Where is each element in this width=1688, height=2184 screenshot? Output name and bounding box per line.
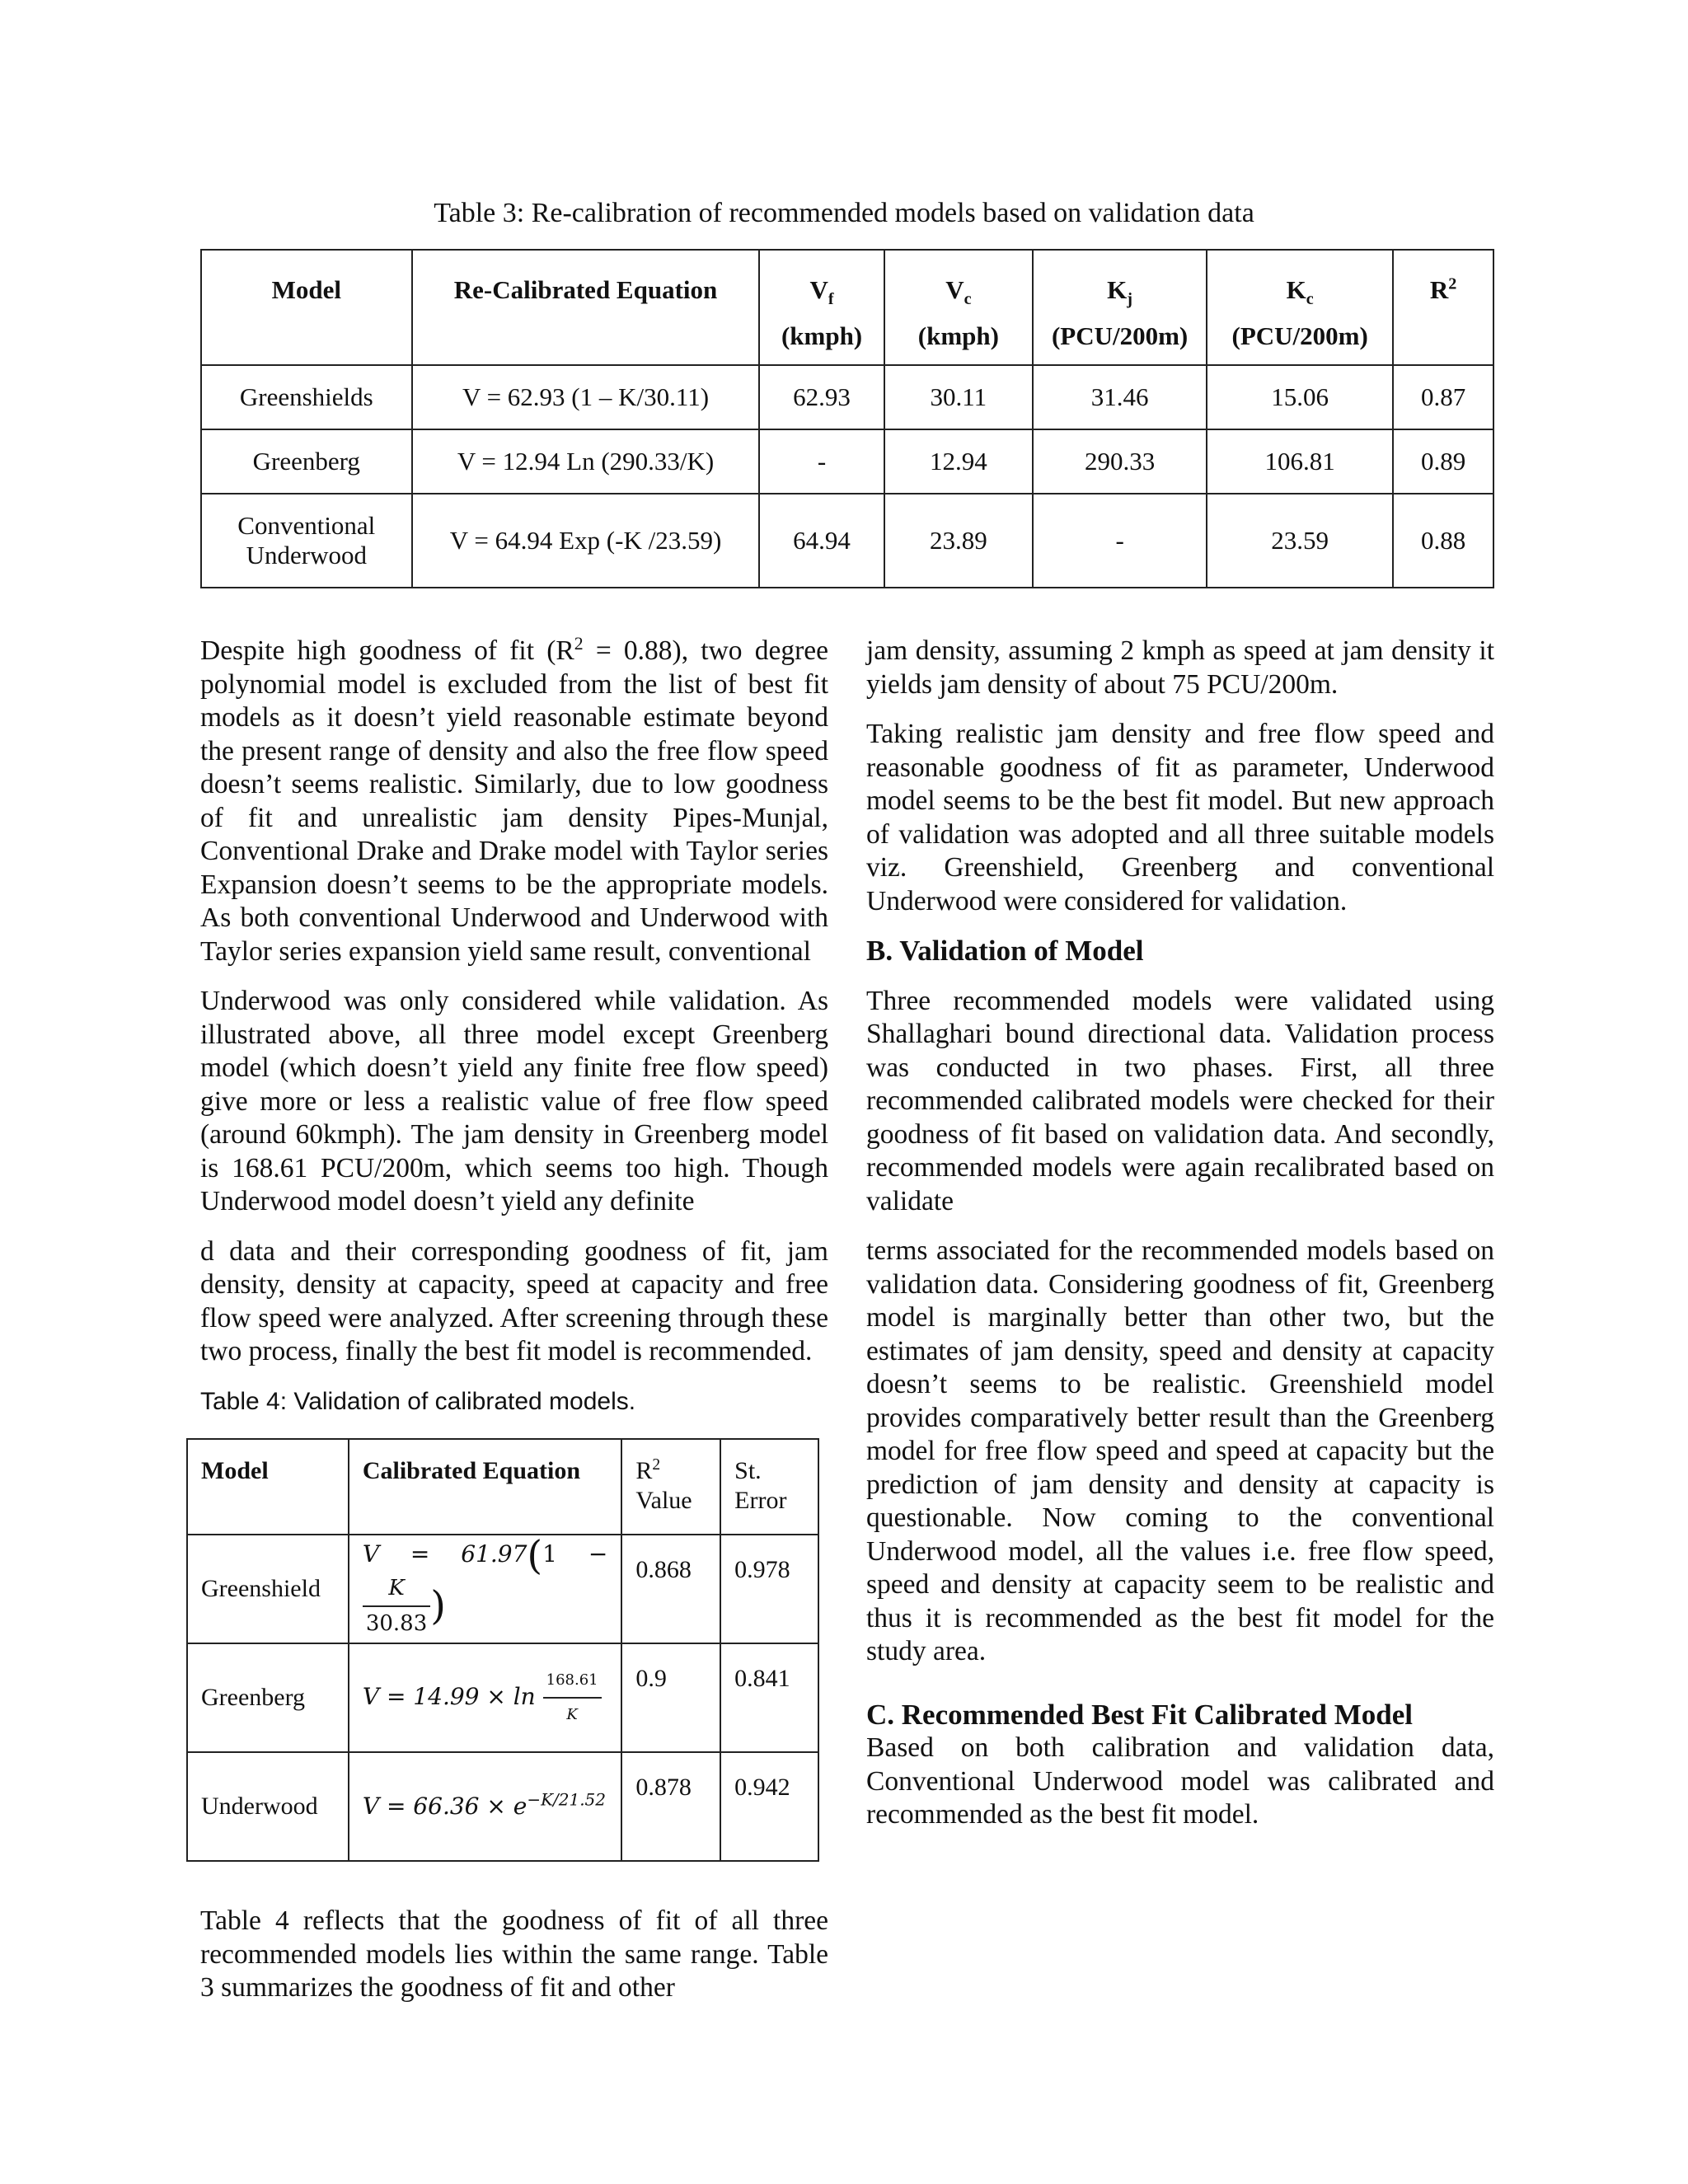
table3-cell-vc: 23.89 (884, 494, 1034, 588)
right-paragraph-4: terms associated for the recommended models based on validation data. Considering goodness of fit, Greenberg model is marginally better than other two, but the estimates of jam density, speed and density at capacity doesn’t seems to be realistic. Greenshield model provides comparatively better result than the Greenberg model for free flow speed and speed at capacity but the prediction of jam density and density at capacity is questionable. Now coming to the conventional Underwood model, all the values i.e. free flow speed, speed and density at capacity seem to be realistic and thus it is recommended as the best fit model for the study area. (866, 1235, 1494, 1666)
table3-row (201, 494, 1493, 588)
table3-header-vf: $V_f$ (kmph) (759, 250, 884, 365)
table4-cell-equation: V = 61.97(1 − $\frac{K}{30.83}$ ) (349, 1535, 621, 1643)
right-paragraph-3: Three recommended models were validated using Shallaghari bound directional data. Validation process was conducted in two phases. First, all three recommended calibrated models were checked for their goodness of fit based on validation data. And secondly, recommended models were again recalibrated based on validate (866, 985, 1494, 1216)
right-paragraph-2: Taking realistic jam density and free flow speed and reasonable goodness of fit as parameter, Underwood model seems to be the best fit model. But new approach of validation was adopted and all three suitable models viz. Greenshield, Greenberg and conventional Underwood were considered for validation. (866, 719, 1494, 916)
table4-header-r2: $R^2$ Value (621, 1439, 720, 1535)
table3-cell-kj: - (1033, 494, 1207, 588)
table3-cell-r2: 0.87 (1393, 365, 1493, 429)
table3 (200, 249, 1494, 588)
table3-header-vc: $V_c$ (kmph) (884, 250, 1034, 365)
table3-cell-kc: 23.59 (1207, 494, 1393, 588)
table4-cell-model: Greenshield (187, 1535, 349, 1643)
table4-cell-equation: $V = 66.36 \times e^{-K/21.52}$ (349, 1752, 621, 1861)
left-paragraph-3: d data and their corresponding goodness of fit, jam density, density at capacity, speed at capacity and free flow speed were analyzed. After screening through these two process, finally the best fit model is recommended. (200, 1235, 828, 1366)
table3-cell-model: Conventional Underwood (201, 494, 412, 588)
table3-header-r2: $R^2$ (1393, 250, 1493, 365)
table3-cell-model: Greenberg (201, 429, 412, 494)
table3-cell-equation: V = 12.94 Ln (290.33/K) (412, 429, 760, 494)
right-column (866, 635, 1494, 1849)
table3-cell-vf: 64.94 (759, 494, 884, 588)
section-heading-validation: B. Validation of Model (866, 935, 1144, 967)
table4-caption: Table 4: Validation of calibrated models. (200, 1387, 636, 1415)
table4-cell-model: Greenberg (187, 1643, 349, 1752)
table4-cell-error: 0.978 (720, 1535, 818, 1643)
table3-cell-kc: 106.81 (1207, 429, 1393, 494)
left-paragraph-4: Table 4 reflects that the goodness of fit of all three recommended models lies within the same range. Table 3 summarizes the goodness of fit and other (200, 1905, 828, 2003)
table3-cell-equation: V = 62.93 (1 – K/30.11) (412, 365, 760, 429)
table3-cell-vc: 12.94 (884, 429, 1034, 494)
table3-header-equation: Re-Calibrated Equation (412, 250, 760, 365)
table4-cell-r2: 0.878 (621, 1752, 720, 1861)
table3-cell-vf: - (759, 429, 884, 494)
table3-cell-model: Greenshields (201, 365, 412, 429)
table4-row (187, 1752, 818, 1861)
table4-header-model: Model (187, 1439, 349, 1535)
table3-header-model: Model (201, 250, 412, 365)
table3-cell-r2: 0.88 (1393, 494, 1493, 588)
table4-header-row (187, 1439, 818, 1535)
table4-cell-error: 0.942 (720, 1752, 818, 1861)
table3-cell-kc: 15.06 (1207, 365, 1393, 429)
table4-header-equation: Calibrated Equation (349, 1439, 621, 1535)
right-paragraph-1: jam density, assuming 2 kmph as speed at jam density it yields jam density of about 75 PCU/200m. (866, 635, 1494, 700)
table3-header-row (201, 250, 1493, 365)
table3-cell-vf: 62.93 (759, 365, 884, 429)
table4-header-error: St. Error (720, 1439, 818, 1535)
table3-cell-equation: V = 64.94 Exp (-K /23.59) (412, 494, 760, 588)
table3-caption: Table 3: Re-calibration of recommended models based on validation data (434, 198, 1254, 228)
table4-cell-r2: 0.9 (621, 1643, 720, 1752)
table4-cell-r2: 0.868 (621, 1535, 720, 1643)
left-column (200, 635, 828, 2022)
table3-cell-vc: 30.11 (884, 365, 1034, 429)
equation-fraction: $\frac{K}{30.83}$ (363, 1572, 430, 1640)
left-paragraph-2: Underwood was only considered while validation. As illustrated above, all three model except Greenberg model (which doesn’t yield any finite free flow speed) give more or less a realistic value of free flow speed (around 60kmph). The jam density in Greenberg model is 168.61 PCU/200m, which seems too high. Though Underwood model doesn’t yield any definite (200, 986, 828, 1216)
table4-row (187, 1643, 818, 1752)
table3-row (201, 429, 1493, 494)
table4-row (187, 1535, 818, 1643)
table3-cell-kj: 31.46 (1033, 365, 1207, 429)
section-heading-best-fit: C. Recommended Best Fit Calibrated Model (866, 1698, 1413, 1731)
table4-cell-equation: V = 14.99 × ln $\frac{168.61}{K}$ (349, 1643, 621, 1752)
equation-fraction: $\frac{168.61}{K}$ (543, 1664, 602, 1732)
table3-cell-kj: 290.33 (1033, 429, 1207, 494)
left-paragraph-1: Despite high goodness of fit $(R^2 = 0.88)$, two degree polynomial model is excluded from the list of best fit models as it doesn’t yield reasonable estimate beyond the present range of density and also the free flow speed doesn’t seems realistic. Similarly, due to low goodness of fit and unrealistic jam density Pipes-Munjal, Conventional Drake and Drake model with Taylor series Expansion doesn’t seems to be the appropriate models. As both conventional Underwood and Underwood with Taylor series expansion yield same result, conventional (200, 633, 828, 967)
table3-header-kc: $K_c$ (PCU/200m) (1207, 250, 1393, 365)
right-paragraph-5: Based on both calibration and validation data, Conventional Underwood model was calibrated and recommended as the best fit model. (866, 1732, 1494, 1830)
table4-cell-model: Underwood (187, 1752, 349, 1861)
table3-cell-r2: 0.89 (1393, 429, 1493, 494)
table4-cell-error: 0.841 (720, 1643, 818, 1752)
table3-header-kj: $K_j$ (PCU/200m) (1033, 250, 1207, 365)
table4 (186, 1438, 819, 1862)
table3-row (201, 365, 1493, 429)
